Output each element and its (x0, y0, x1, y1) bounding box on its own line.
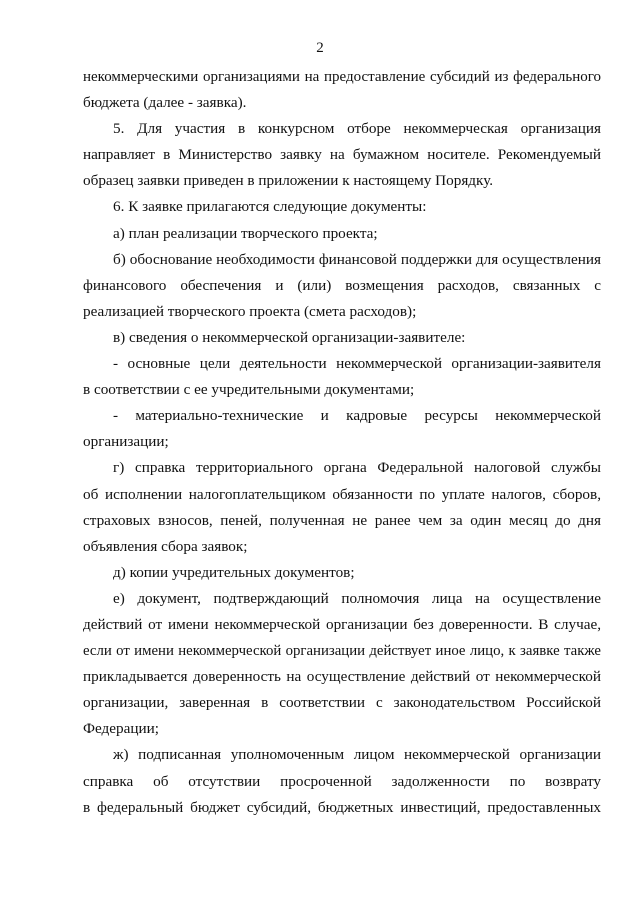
text-line: - основные цели деятельности некоммерческой организации-заявителя (113, 355, 601, 373)
text-line: страховых взносов, пеней, полученная не ранее чем за один месяц до дня (83, 511, 601, 529)
text-line: образец заявки приведен в приложении к настоящему Порядку. (83, 172, 494, 190)
text-line: объявления сбора заявок; (83, 537, 248, 555)
text-line: прикладывается доверенность на осуществление действий от некоммерческой (83, 668, 601, 686)
text-line: ж) подписанная уполномоченным лицом некоммерческой организации (113, 746, 601, 764)
document-body (83, 64, 601, 821)
text-line: организации; (83, 433, 169, 451)
text-line: в соответствии с ее учредительными документами; (83, 381, 415, 399)
text-line: е) документ, подтверждающий полномочия лица на осуществление (113, 589, 601, 607)
text-line: направляет в Министерство заявку на бумажном носителе. Рекомендуемый (83, 146, 601, 164)
page-number: 2 (316, 40, 324, 56)
text-line: действий от имени некоммерческой организации без доверенности. В случае, (83, 615, 601, 633)
text-line: а) план реализации творческого проекта; (113, 224, 378, 242)
text-line: справка об отсутствии просроченной задолженности по возврату (83, 772, 601, 790)
text-line: реализацией творческого проекта (смета расходов); (83, 302, 417, 320)
text-line: некоммерческими организациями на предоставление субсидий из федерального (83, 69, 601, 85)
text-line: 5. Для участия в конкурсном отборе некоммерческая организация (113, 120, 601, 138)
text-line: - материально-технические и кадровые ресурсы некоммерческой (113, 407, 601, 425)
text-line: финансового обеспечения и (или) возмещения расходов, связанных с (83, 276, 601, 294)
text-line: об исполнении налогоплательщиком обязанности по уплате налогов, сборов, (83, 485, 601, 503)
text-line: в) сведения о некоммерческой организации-заявителе: (113, 328, 466, 346)
text-line: организации, заверенная в соответствии с законодательством Российской (83, 694, 601, 712)
text-line: Федерации; (83, 720, 159, 738)
text-line: если от имени некоммерческой организации действует иное лицо, к заявке также (83, 643, 601, 660)
text-line: в федеральный бюджет субсидий, бюджетных инвестиций, предоставленных (83, 798, 601, 816)
text-line: б) обоснование необходимости финансовой поддержки для осуществления (113, 250, 601, 268)
text-line: д) копии учредительных документов; (113, 563, 355, 581)
text-line: 6. К заявке прилагаются следующие документы: (113, 198, 427, 216)
text-line: бюджета (далее - заявка). (83, 94, 247, 112)
text-line: г) справка территориального органа Федеральной налоговой службы (113, 459, 601, 477)
